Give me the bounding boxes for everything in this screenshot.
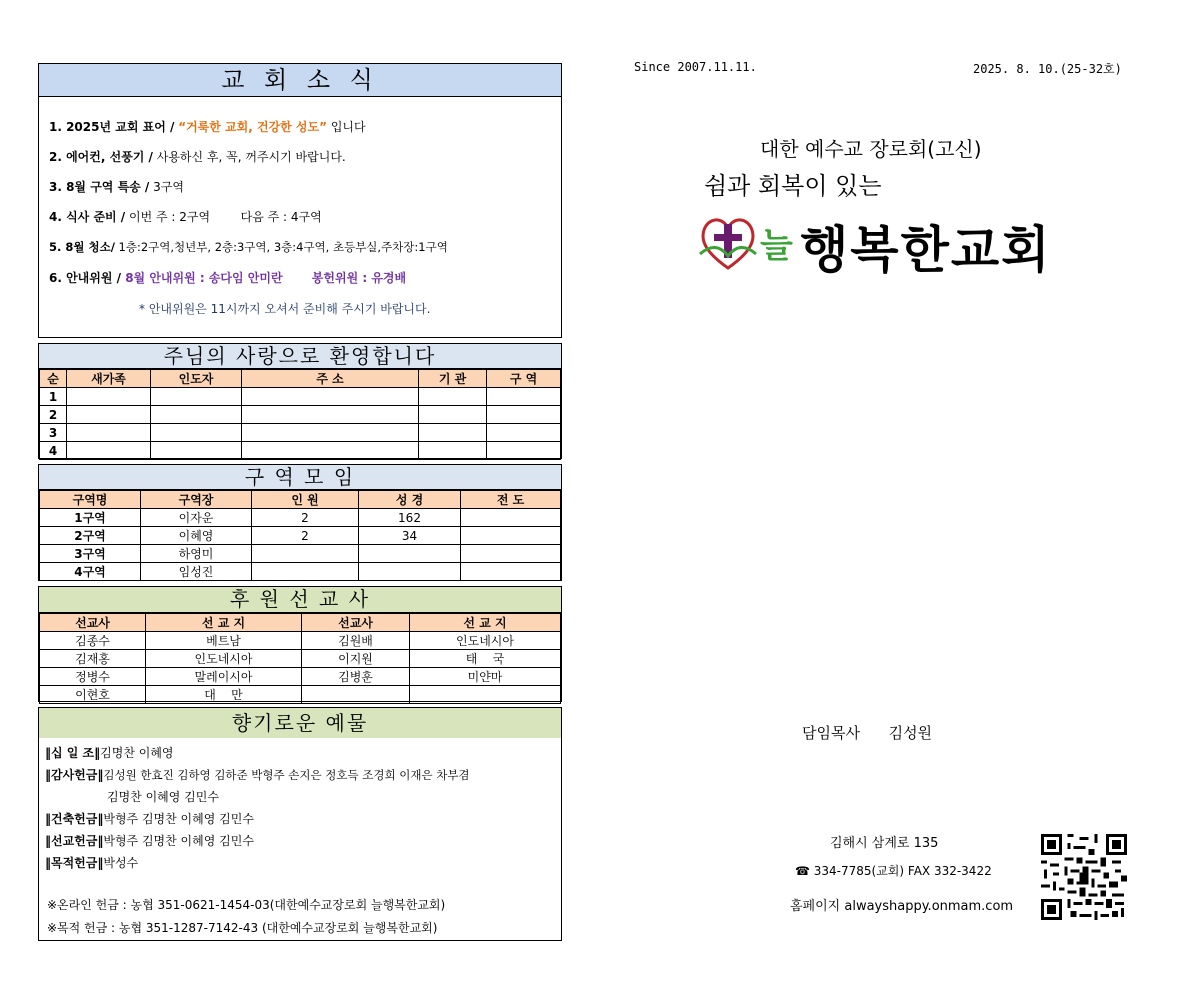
welcome-table — [39, 369, 561, 460]
col-header: 구 역 — [487, 370, 561, 388]
table-row: 4구역 임성진 — [40, 563, 561, 581]
missionary-box — [38, 586, 562, 702]
col-header: 선 교 지 — [146, 614, 302, 632]
online-account: ※온라인 헌금 : 농협 351-0621-1454-03(대한예수교장로회 늘행복한교회) — [47, 898, 446, 912]
district-header-row — [40, 491, 561, 509]
col-header: 선교사 — [302, 614, 410, 632]
welcome-title: 주님의 사랑으로 환영합니다 — [39, 344, 561, 369]
purpose-account: ※목적 헌금 : 농협 351-1287-7142-43 (대한예수교장로회 늘행복한교회) — [47, 921, 438, 935]
col-header: 인 원 — [252, 491, 359, 509]
missionary-header-row — [40, 614, 561, 632]
church-news-box — [38, 63, 562, 338]
church-logo — [698, 210, 1068, 279]
news-item-1: 1. 2025년 교회 표어 / “거룩한 교회, 건강한 성도” 입니다 — [49, 120, 366, 134]
table-row: 김재홍 인도네시아 이지원 태 국 — [40, 650, 561, 668]
col-header: 주 소 — [242, 370, 419, 388]
table-row: 김종수 베트남 김원배 인도네시아 — [40, 632, 561, 650]
qr-code-icon[interactable] — [1041, 834, 1127, 920]
table-row: 1 — [40, 388, 561, 406]
table-row: 4 — [40, 442, 561, 460]
phone: ☎ 334-7785(교회) FAX 332-3422 — [795, 864, 992, 878]
col-header: 구역명 — [40, 491, 141, 509]
church-name: 행복한교회 — [800, 221, 1052, 279]
table-row: 3구역 하영미 — [40, 545, 561, 563]
welcome-header-row — [40, 370, 561, 388]
col-header: 인도자 — [151, 370, 242, 388]
col-header: 순 — [40, 370, 67, 388]
table-row: 이현호 대 만 — [40, 686, 561, 704]
offering-mission: ‖선교헌금‖박형주 김명찬 이혜영 김민수 — [45, 834, 254, 848]
offering-thanks: ‖감사헌금‖김성원 한효진 김하영 김하준 박형주 손지은 정호득 조경희 이재은 차부겸 — [45, 768, 470, 782]
table-row: 3 — [40, 424, 561, 442]
district-table — [39, 490, 561, 581]
pastor: 담임목사 김성원 — [802, 724, 933, 742]
news-note: * 안내위원은 11시까지 오셔서 준비해 주시기 바랍니다. — [139, 302, 431, 316]
news-item-3: 3. 8월 구역 특송 / 3구역 — [49, 180, 184, 194]
table-row: 1구역 이자운 2 162 — [40, 509, 561, 527]
homepage-link[interactable]: 홈페이지 alwayshappy.onmam.com — [790, 899, 1014, 914]
offering-purpose: ‖목적헌금‖박성수 — [45, 856, 139, 870]
welcome-box — [38, 343, 562, 459]
table-row: 2 — [40, 406, 561, 424]
table-row: 2구역 이혜영 2 34 — [40, 527, 561, 545]
address: 김해시 삼계로 135 — [830, 836, 939, 851]
offering-building: ‖건축헌금‖박형주 김명찬 이혜영 김민수 — [45, 812, 254, 826]
heart-cross-icon — [698, 210, 758, 274]
news-item-6: 6. 안내위원 / 8월 안내위원 : 송다임 안미란 봉헌위원 : 유경배 — [49, 271, 407, 285]
table-row: 정병수 말레이시아 김병훈 미얀마 — [40, 668, 561, 686]
news-item-4: 4. 식사 준비 / 이번 주 : 2구역 다음 주 : 4구역 — [49, 210, 322, 224]
offerings-box — [38, 707, 562, 941]
col-header: 선교사 — [40, 614, 146, 632]
since-date: Since 2007.11.11. — [634, 60, 757, 74]
district-title: 구 역 모 임 — [39, 465, 561, 490]
denomination: 대한 예수교 장로회(고신) — [760, 137, 982, 161]
news-item-2: 2. 에어컨, 선풍기 / 사용하신 후, 꼭, 꺼주시기 바랍니다. — [49, 150, 346, 164]
church-news-title: 교 회 소 식 — [39, 64, 561, 97]
col-header: 구역장 — [141, 491, 252, 509]
col-header: 새가족 — [67, 370, 151, 388]
offering-thanks-cont: 김명찬 이혜영 김민수 — [107, 790, 219, 804]
district-box — [38, 464, 562, 581]
slogan: 쉼과 회복이 있는 — [704, 172, 882, 200]
issue-date: 2025. 8. 10.(25-32호) — [973, 62, 1122, 76]
logo-small-text: 늘 — [760, 226, 793, 266]
col-header: 선 교 지 — [410, 614, 561, 632]
offerings-title: 향기로운 예물 — [39, 708, 561, 738]
col-header: 성 경 — [359, 491, 461, 509]
col-header: 전 도 — [461, 491, 561, 509]
news-item-5: 5. 8월 청소/ 1층:2구역,청년부, 2층:3구역, 3층:4구역, 초등부실,주차장:1구역 — [49, 240, 448, 254]
offering-tithe: ‖십 일 조‖김명찬 이혜영 — [45, 746, 174, 760]
missionary-table — [39, 613, 561, 704]
missionary-title: 후 원 선 교 사 — [39, 587, 561, 613]
col-header: 기 관 — [419, 370, 487, 388]
